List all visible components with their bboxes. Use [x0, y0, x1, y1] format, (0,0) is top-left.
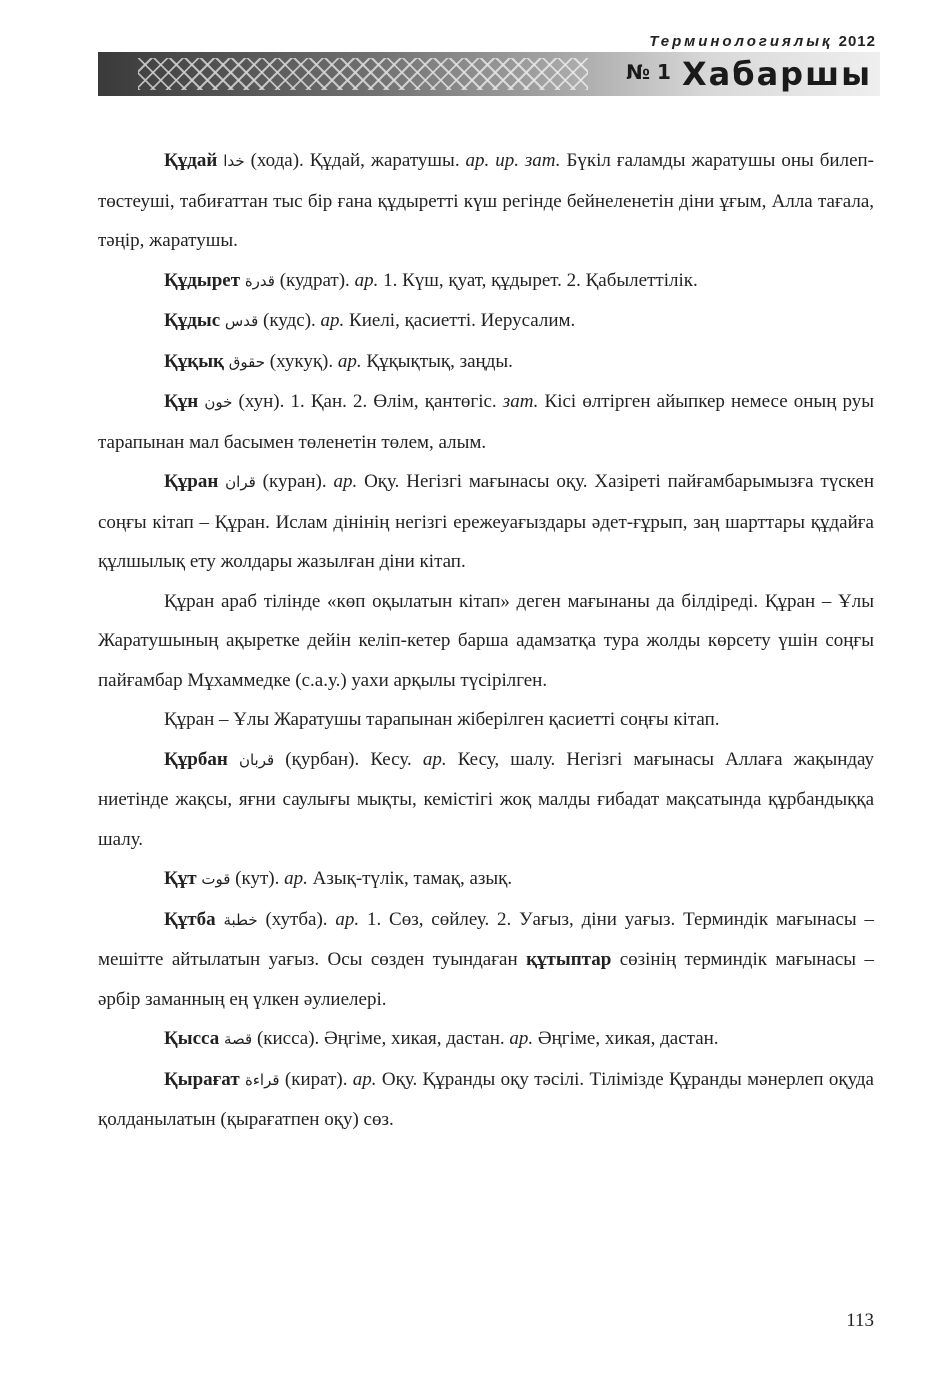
entry-text: (кут).: [230, 868, 285, 889]
entry-term: Құдай: [164, 150, 218, 171]
entry: [98, 900, 874, 1020]
entry-abbr: ар.: [337, 350, 362, 372]
entry-abbr: ар.: [335, 908, 360, 930]
entry-term: Құтба: [164, 908, 216, 930]
entry-definition: Құқықтық, заңды.: [361, 350, 513, 372]
entry: [98, 462, 874, 582]
entry-arabic: قوت: [201, 870, 231, 888]
journal-series-header: [649, 33, 876, 50]
entry-abbr: ар.: [352, 1068, 377, 1090]
entry: [98, 740, 874, 860]
entry-abbr: ар. ир. зат.: [465, 150, 561, 171]
entry-definition: Азық-түлік, тамақ, азық.: [307, 868, 513, 889]
entry-definition: Кісі өлтірген айыпкер немесе оның руы тарапынан мал басымен төленетін төлем, алым.: [98, 391, 875, 453]
entry-abbr: ар.: [333, 471, 358, 492]
entry-term: Құқық: [164, 350, 225, 372]
entry-text: (кисса). Әңгіме, хикая, дастан.: [252, 1028, 510, 1049]
paragraph: Құран – Ұлы Жаратушы тарапынан жіберілген қасиетті соңғы кітап.: [164, 709, 720, 730]
entry-arabic: قران: [225, 473, 256, 491]
series-year: 2012: [838, 33, 876, 50]
series-title: Терминологиялық: [649, 33, 833, 50]
entry-arabic: خطبة: [223, 910, 258, 929]
entry-definition: 1. Күш, қуат, құдырет. 2. Қабылеттілік.: [378, 269, 698, 291]
entry-term: Құрбан: [164, 748, 228, 770]
entry-term: Құт: [164, 868, 197, 889]
entry-text: (хун). 1. Қан. 2. Өлім, қантөгіс.: [232, 391, 503, 412]
entry-text: (хода). Құдай, жаратушы.: [244, 150, 466, 171]
entry-term: Құдыс: [164, 310, 221, 331]
entry-arabic: قدرة: [244, 271, 275, 290]
entry: [98, 301, 874, 342]
entry-arabic: قصة: [223, 1030, 253, 1048]
entry-arabic: قربان: [238, 750, 275, 769]
entry: [98, 1060, 874, 1140]
entry-definition: Киелі, қасиетті. Иерусалим.: [344, 310, 576, 331]
entry-abbr: ар.: [354, 269, 379, 291]
entry-text: (кудс).: [258, 310, 321, 331]
entry-text: (хутба).: [257, 908, 336, 930]
entry-definition: Кесу, шалу. Негізгі мағынасы Аллаға жақындау ниетінде жақсы, яғни саулығы мықты, кемістігі жоқ малды ғибадат мақсатында құрбандыққа шалу.: [98, 748, 875, 850]
entry-arabic: خدا: [223, 152, 245, 170]
entry-definition: Әңгіме, хикая, дастан.: [533, 1028, 719, 1049]
entry-abbr: зат.: [502, 391, 539, 412]
paragraph: Құран араб тілінде «көп оқылатын кітап» деген мағынаны да білдіреді. Құран – Ұлы Жаратушының ақыретке дейін келіп-кетер барша адамзатқа тура жолды көрсету үшін соңғы пайғамбар Мұхаммедке (с.а.у.) уахи арқылы түсірілген.: [98, 590, 874, 691]
entry-definition: Оқу. Негізгі мағынасы оқу. Хазіреті пайғамбарымызға түскен соңғы кітап – Құран. Ислам дінінің негізгі ережеуағыздары әдет-ғұрып, заң шарттары құдайға құлшылық ету жолдары жазылған діни кітап.: [98, 471, 875, 572]
header-banner: [98, 52, 880, 96]
entry-definition: Оқу. Құранды оқу тәсілі. Тілімізде Құранды мәнерлеп оқуда қолданылатын (қырағатпен оқу) сөз.: [98, 1068, 874, 1130]
issue-number: № 1: [626, 60, 671, 84]
entry-term: Қырағат: [164, 1068, 240, 1090]
entry: [98, 859, 874, 900]
entry-term: Құран: [164, 471, 219, 492]
entry-abbr: ар.: [284, 868, 308, 889]
entry-definition: Бүкіл ғаламды жаратушы оны билеп-төстеуші, табиғаттан тыс бір ғана құдыретті күш регінде бейнеленетін діни ұғым, Алла тағала, тәңір, жаратушы.: [98, 150, 875, 251]
entry-text: (хукуқ).: [265, 350, 338, 372]
entry-abbr: ар.: [509, 1028, 534, 1049]
entry: [98, 342, 874, 383]
page-number: 113: [846, 1310, 874, 1331]
entry-highlight-term: құтыптар: [526, 949, 612, 970]
entry: [98, 382, 874, 462]
entry: [98, 261, 874, 302]
dictionary-entries: [98, 141, 874, 1140]
entry: [98, 1019, 874, 1060]
magazine-title: Хабаршы: [681, 55, 872, 93]
entry-text: (куран).: [255, 471, 334, 492]
entry-term: Құн: [164, 391, 199, 412]
entry-abbr: ар.: [422, 748, 447, 770]
entry-arabic: قدس: [224, 312, 259, 330]
entry-arabic: خون: [204, 393, 233, 411]
entry-definition-continued: сөзінің терминдік мағынасы – әрбір заманның ең үлкен әулиелері.: [98, 949, 874, 1010]
entry-arabic: قراءة: [245, 1070, 280, 1089]
entry: [98, 141, 874, 261]
entry-term: Құдырет: [164, 269, 241, 291]
entry-abbr: ар.: [320, 310, 345, 331]
entry-term: Қысса: [164, 1028, 220, 1049]
entry-text: (кират).: [279, 1068, 353, 1090]
entry-text: (кудрат).: [274, 269, 355, 291]
entry-definition: 1. Сөз, сөйлеу. 2. Уағыз, діни уағыз. Терминдік мағынасы – мешітте айтылатын уағыз. Осы сөзден туындаған: [98, 908, 874, 970]
entry-arabic: حقوق: [228, 352, 266, 371]
entry-text: (қурбан). Кесу.: [274, 748, 423, 770]
ornament-pattern-icon: [138, 58, 588, 90]
